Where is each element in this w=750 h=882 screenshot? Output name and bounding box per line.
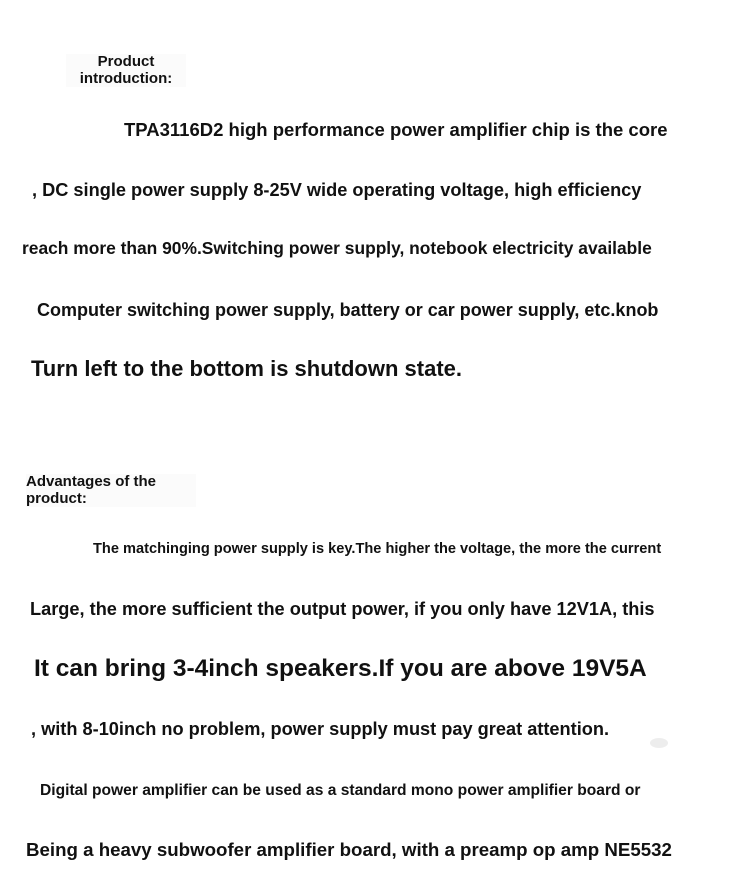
advantages-line-2: Large, the more sufficient the output power, if you only have 12V1A, this: [30, 599, 655, 619]
advantages-line-4: , with 8-10inch no problem, power supply must pay great attention.: [31, 719, 610, 739]
advantages-line-6: Being a heavy subwoofer amplifier board, with a preamp op amp NE5532: [26, 839, 672, 860]
advantages-line-1: The matchinging power supply is key.The higher the voltage, the more the current: [93, 541, 662, 557]
advantages-heading-line1: Advantages of the: [26, 473, 157, 490]
cloud-smudge-icon: [650, 738, 668, 748]
product-intro-line-3: reach more than 90%.Switching power supply, notebook electricity available: [22, 238, 652, 258]
advantages-heading-line2: product:: [26, 489, 87, 507]
product-intro-heading-line1: Product: [97, 53, 155, 70]
product-intro-line-5: Turn left to the bottom is shutdown state.: [31, 356, 463, 381]
product-intro-line-1: TPA3116D2 high performance power amplifier chip is the core: [124, 119, 668, 140]
product-intro-line-4: Computer switching power supply, battery or car power supply, etc.knob: [37, 300, 659, 320]
product-intro-heading: [66, 54, 186, 87]
advantages-heading: [26, 474, 196, 507]
advantages-line-3: It can bring 3-4inch speakers.If you are above 19V5A: [34, 655, 647, 682]
advantages-line-5: Digital power amplifier can be used as a standard mono power amplifier board or: [40, 782, 641, 799]
product-intro-heading-line2: introduction:: [79, 69, 173, 87]
product-intro-line-2: , DC single power supply 8-25V wide operating voltage, high efficiency: [32, 180, 642, 200]
